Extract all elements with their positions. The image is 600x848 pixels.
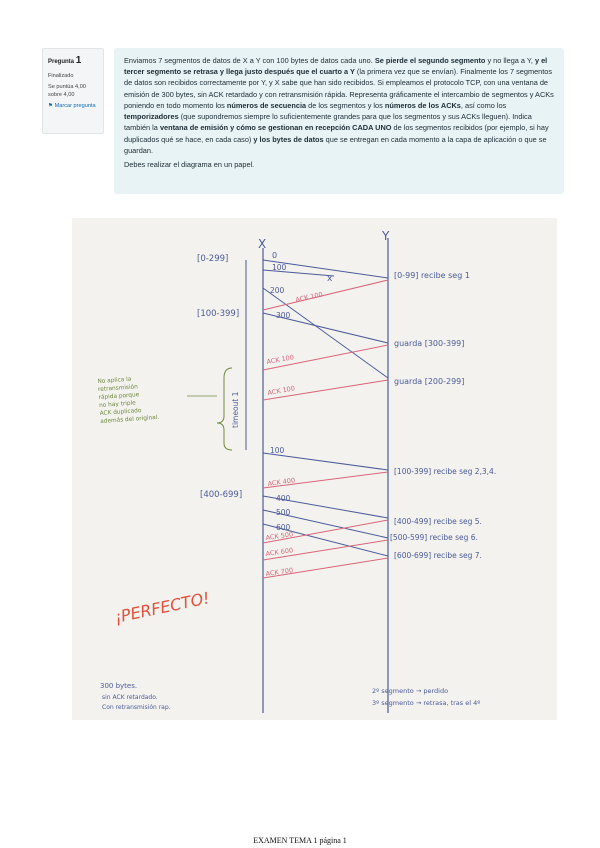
question-emphasis: ventana de emisión y cómo se gestionan en recepción CADA UNO	[159, 123, 392, 133]
question-text-run: de los segmentos y los	[306, 100, 385, 110]
receiver-note: [500-599] recibe seg 6.	[390, 533, 478, 542]
question-text-run: (que supondremos siempre lo suficientemente grandes para que los segmentos y sus ACKs lleguen). Indica también la	[124, 112, 532, 133]
ack-label: ACK 100	[266, 384, 296, 397]
question-label: Pregunta	[48, 59, 75, 65]
timeout-label: timeout 1	[231, 391, 240, 428]
segment-arrow	[263, 453, 388, 470]
receiver-note: guarda [300-399]	[394, 339, 465, 348]
label-y: Y	[382, 229, 390, 243]
diagram-canvas	[72, 218, 557, 720]
side-note-line: no hay triple	[98, 400, 136, 409]
question-emphasis: números de los ACKs	[384, 100, 461, 110]
question-text-run: Enviamos 7 segmentos de datos de X a Y con 100 bytes de datos cada uno.	[124, 56, 375, 65]
segment-label: 500	[276, 508, 291, 517]
bottom-left-note: sin ACK retardado.	[102, 694, 158, 701]
ack-label: ACK 700	[265, 566, 294, 578]
side-note-line: No aplica la	[97, 376, 132, 386]
window-3: [400-699]	[200, 490, 243, 500]
question-text-run: de los segmentos recibidos (por ejemplo, si hay duplicados qué se hace, en cada caso)	[124, 123, 549, 144]
window-2: [100-399]	[197, 309, 240, 319]
question-status: Finalizado	[48, 72, 74, 79]
ack-label: ACK 600	[265, 546, 294, 558]
segment-label: 100	[272, 263, 287, 272]
receiver-note: [0-99] recibe seg 1	[394, 271, 470, 280]
question-number	[48, 54, 98, 69]
question-text	[114, 48, 564, 194]
segment-label: 400	[276, 494, 291, 503]
ack-label: ACK 500	[265, 530, 294, 542]
question-emphasis: y el tercer segmento se retrasa y llega justo después que el cuarto a Y	[124, 56, 548, 77]
flag-question-label: Marcar pregunta	[54, 102, 96, 109]
side-note-line: además del original.	[100, 414, 160, 425]
question-score: Se puntúa 4,00 sobre 4,00	[48, 83, 86, 98]
side-note-line: rápida porque	[98, 392, 140, 401]
question-note: Debes realizar el diagrama en un papel.	[124, 160, 255, 170]
question-emphasis: temporizadores	[124, 112, 179, 122]
receiver-note: [600-699] recibe seg 7.	[394, 551, 482, 560]
ack-label: ACK 100	[265, 353, 295, 366]
question-body	[124, 55, 554, 156]
flag-icon: ⚑	[48, 102, 54, 109]
bottom-left-note: 300 bytes.	[100, 682, 138, 690]
label-x: X	[258, 237, 267, 251]
handwritten-diagram-photo	[72, 218, 557, 720]
side-note	[97, 375, 159, 425]
question-text-run: , así como los	[460, 100, 507, 110]
receiver-note: [400-499] recibe seg 5.	[394, 517, 482, 526]
page-footer: EXAMEN TEMA 1 página 1	[253, 836, 347, 845]
segment-arrow-delayed	[263, 288, 388, 378]
window-1: [0-299]	[197, 254, 229, 264]
side-note-line: ACK duplicado	[99, 408, 142, 417]
bottom-right-note: 3º segmento → retrasa, tras el 4º	[372, 699, 481, 707]
ack-label: ACK 100	[294, 290, 324, 304]
bottom-left-note: Con retransmisión rap.	[102, 704, 171, 711]
flag-question-link[interactable]	[48, 102, 98, 110]
question-emphasis: números de secuencia	[226, 100, 307, 110]
question-emphasis: y los bytes de datos	[253, 134, 324, 144]
grade-mark: ¡PERFECTO!	[112, 588, 212, 627]
question-info-panel	[42, 48, 104, 134]
question-text-run: y no llega a Y,	[485, 56, 535, 65]
start-seq: 0	[272, 251, 278, 260]
question-text-run: que se entregan en cada momento a la capa de aplicación o que se guardan.	[124, 134, 547, 155]
receiver-note: guarda [200-299]	[394, 377, 465, 386]
ack-label: ACK 400	[267, 476, 296, 488]
side-note-line: retransmisión	[97, 384, 139, 394]
segment-label: 100	[270, 446, 285, 455]
question-emphasis: Se pierde el segundo segmento	[374, 56, 486, 65]
segment-label: 300	[276, 311, 291, 320]
question-number-value: 1	[75, 55, 82, 66]
segment-label: 600	[276, 523, 291, 532]
bottom-right-note: 2º segmento → perdido	[372, 687, 449, 695]
question-text-run: (la primera vez que se envían). Finalmente los 7 segmentos de datos son recibidos correctamente por Y, y X sabe que han sido recibidos. Si empleamos el protocolo TCP, con una ventana de emisión de 300 bytes, sin ACK retardado y con retransmisión rápida. Representa gráficamente el intercambio de segmentos y ACKs poniendo en todo momento los	[124, 67, 554, 110]
brace	[217, 368, 232, 450]
ack-arrow	[263, 280, 388, 310]
segment-label: 200	[270, 286, 285, 295]
receiver-note: [100-399] recibe seg 2,3,4.	[394, 467, 497, 476]
lost-mark: x	[327, 274, 333, 284]
